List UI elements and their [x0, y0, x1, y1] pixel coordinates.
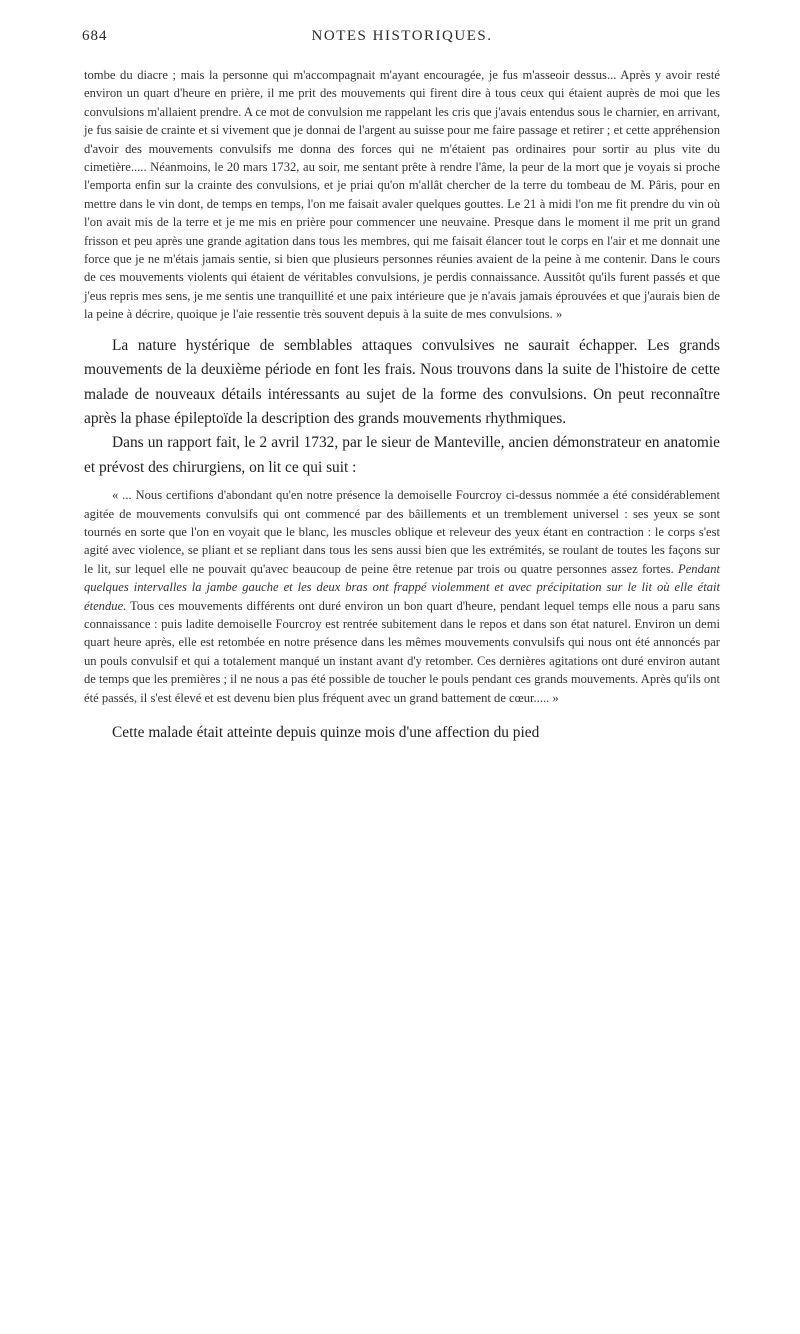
running-head	[84, 28, 720, 58]
body-paragraph-rapport: Dans un rapport fait, le 2 avril 1732, par le sieur de Manteville, ancien démonstrateur en anatomie et prévost des chirurgiens, on lit ce qui suit :	[84, 434, 720, 476]
quoted-report	[84, 486, 720, 707]
quoted-report-text-1: « ... Nous certifions d'abondant qu'en notre présence la demoiselle Fourcroy ci-dessus nommée a été considérablement agitée de mouvements convulsifs qui ont commencé par des bâillements et un tremblement universel : ses yeux se sont tournés en sorte que l'on en voyait que le blanc, les muscles oblique et releveur des yeux étant en contraction : le corps s'est agité avec violence, se pliant et se repliant dans tous les sens aussi bien que les extrémités, se roulant de toutes les façons sur le lit, sur lequel elle ne pouvait qu'avec beaucoup de peine être retenue par trois ou quatre personnes assez fortes.	[84, 488, 720, 576]
page-number: 684	[82, 28, 108, 44]
running-title: NOTES HISTORIQUES.	[311, 28, 493, 44]
quoted-report-text-2: Tous ces mouvements différents ont duré environ un bon quart d'heure, pendant lequel temps elle nous a paru sans connaissance : puis ladite demoiselle Fourcroy est rentrée subitement dans le repos et dans son état naturel. Environ un demi quart heure après, elle est retombée en notre présence dans les mêmes mouvements convulsifs qui nous ont été annoncés par un pouls convulsif et qui a totalement manqué un instant avant d'y retomber. Ces dernières agitations ont duré environ autant de temps que les premières ; il ne nous a pas été possible de toucher le pouls pendant ces grands mouvements. Après qu'ils ont été passés, il s'est élevé et est devenu bien plus fréquent avec un grand battement de cœur..... »	[84, 598, 721, 705]
book-page	[84, 28, 720, 745]
quoted-testimony: tombe du diacre ; mais la personne qui m'accompagnait m'ayant encouragée, je fus m'asseoir dessus... Après y avoir resté environ un quart d'heure en prière, il me prit des mouvements qui firent dire à tous ceux qui étaient auprès de moi que les convulsions m'allaient prendre. A ce mot de convulsion me rappelant les cris que j'avais entendus sous le charnier, en arrivant, je fus saisie de crainte et si vivement que je donnai de l'argent au suisse pour me faire passage et retirer ; et cette appréhension d'avoir des mouvements convulsifs me donna des forces qui ne m'étaient pas ordinaires pour sortir au plus vite du cimetière..... Néanmoins, le 20 mars 1732, au soir, me sentant prête à rendre l'âme, la peur de la mort que je voyais si proche l'emporta enfin sur la crainte des convulsions, et je priai qu'on m'allât chercher de la terre du tombeau de M. Pâris, pour en mettre dans le vin dont, de temps en temps, l'on me faisait avaler quelques gouttes. Le 21 à midi l'on me fit prendre du vin où l'on avait mis de la terre et je me mis en prière pour commencer une neuvaine. Presque dans le moment il me prit un grand frisson et peu après une grande agitation dans tous les membres, qui me faisait élancer tout le corps en l'air et me donnait une force que je ne m'étais jamais sentie, si bien que plusieurs personnes réunies avaient de la peine à me contenir. Dans le cours de ces mouvements violents qui étaient de véritables convulsions, je perdis connaissance. Aussitôt qu'ils furent passés et que j'eus repris mes sens, je me sentis une tranquillité et une paix intérieure que je n'avais jamais éprouvées et que j'aurais bien de la peine à décrire, quoique je l'aie ressentie très souvent depuis à la suite de mes convulsions. »	[84, 68, 720, 322]
body-paragraph-nature-hysterique: La nature hystérique de semblables attaques convulsives ne saurait échapper. Les grands mouvements de la deuxième période en font les frais. Nous trouvons dans la suite de l'histoire de cette malade de nouveaux détails intéressants au sujet de la forme des convulsions. On peut reconnaître après la phase épileptoïde la description des grands mouvements rhythmiques.	[84, 336, 720, 427]
quoted-report-italic: Pendant quelques intervalles la jambe gauche et les deux bras ont frappé violemment et avec précipitation sur le lit où elle était étendue.	[84, 561, 720, 613]
body-paragraph-final: Cette malade était atteinte depuis quinze mois d'une affection du pied	[112, 724, 540, 741]
